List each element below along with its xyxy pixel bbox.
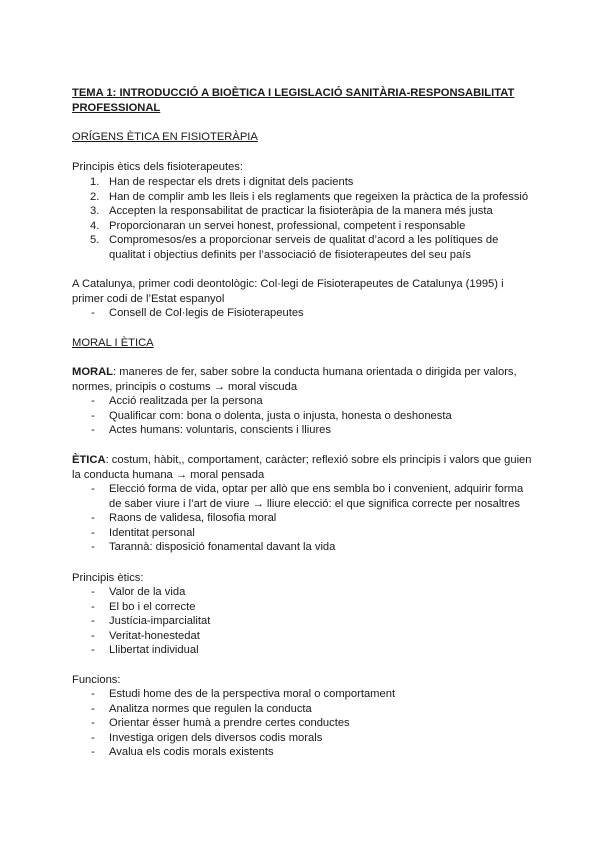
list-item-text: Identitat personal (109, 526, 195, 539)
list-item-text: Llibertat individual (109, 644, 199, 657)
dash-bullet: - (91, 409, 95, 422)
list-item (72, 614, 532, 629)
list-item (72, 219, 532, 234)
list-item (72, 204, 532, 219)
origens-intro: Principis ètics dels fisioterapeutes: (72, 161, 243, 173)
list-item (72, 600, 532, 615)
list-item-text: El bo i el correcte (109, 600, 196, 613)
list-item-text: Avalua els codis morals existents (109, 746, 274, 759)
moral-text: : maneres de fer, saber sobre la conducta humana orientada o dirigida per valors, normes, principis o costums → moral viscuda (72, 366, 517, 393)
list-item-text: Qualificar com: bona o dolenta, justa o injusta, honesta o deshonesta (109, 409, 452, 422)
catalunya-paragraph: A Catalunya, primer codi deontològic: Col·legi de Fisioterapeutes de Catalunya (1995) i primer codi de l’Estat espanyol (72, 278, 504, 305)
consell-list (72, 306, 532, 321)
list-item (72, 585, 532, 600)
list-item (72, 716, 532, 731)
list-item (72, 190, 532, 205)
dash-bullet: - (91, 615, 95, 628)
list-item (72, 409, 532, 424)
principis-fisio-list (72, 175, 532, 263)
list-item-text: Justícia-imparcialitat (109, 615, 211, 628)
principis-etics-list (72, 585, 532, 658)
dash-bullet: - (91, 644, 95, 657)
dash-bullet: - (91, 629, 95, 642)
dash-bullet: - (91, 702, 95, 715)
dash-bullet: - (91, 600, 95, 613)
list-item (72, 702, 532, 717)
etica-label: ÈTICA (72, 454, 106, 466)
funcions-list (72, 687, 532, 760)
dash-bullet: - (91, 424, 95, 437)
funcions-intro: Funcions: (72, 674, 121, 686)
dash-bullet: - (91, 731, 95, 744)
list-item (72, 394, 532, 409)
list-item-text: Valor de la vida (109, 586, 186, 598)
list-item-text: Compromesos/es a proporcionar serveis de qualitat d’acord a les polítiques de qualitat i objectius definits per l’associació de fisioterapeutes del seu país (109, 234, 499, 261)
section-heading-origens: ORÍGENS ÈTICA EN FISIOTERÀPIA (72, 131, 258, 143)
list-number: 5. (90, 234, 100, 247)
list-item-text: Estudi home des de la perspectiva moral o comportament (109, 688, 396, 700)
list-item-text: Actes humans: voluntaris, conscients i lliures (109, 424, 331, 437)
dash-bullet: - (91, 541, 95, 554)
list-item-text: Investiga origen dels diversos codis morals (109, 731, 323, 744)
moral-definition (72, 365, 532, 394)
list-item-text: Han de complir amb les lleis i els reglaments que regeixen la pràctica de la professió (109, 190, 529, 203)
list-item-text: Consell de Col·legis de Fisioterapeutes (109, 307, 304, 319)
dash-bullet: - (91, 307, 95, 319)
etica-definition (72, 453, 532, 482)
list-item (72, 306, 532, 321)
list-item (72, 526, 532, 541)
dash-bullet: - (91, 395, 95, 407)
list-item (72, 687, 532, 702)
moral-list (72, 394, 532, 438)
dash-bullet: - (91, 586, 95, 598)
moral-label: MORAL (72, 366, 114, 378)
list-number: 4. (90, 219, 100, 232)
list-number: 1. (90, 176, 100, 188)
list-item-text: Han de respectar els drets i dignitat dels pacients (109, 176, 354, 188)
list-item (72, 745, 532, 760)
list-item-text: Orientar ésser humà a prendre certes conductes (109, 717, 350, 730)
list-item (72, 233, 532, 262)
list-number: 2. (90, 190, 100, 203)
list-item-text: Elecció forma de vida, optar per allò que ens sembla bo i convenient, adquirir forma de saber viure i l’art de viure → lliure elecció: el que significa correcte per nosaltres (109, 483, 524, 510)
list-item (72, 643, 532, 658)
dash-bullet: - (91, 688, 95, 700)
document-title: TEMA 1: INTRODUCCIÓ A BIOÈTICA I LEGISLACIÓ SANITÀRIA-RESPONSABILITAT PROFESSIONAL (72, 87, 515, 114)
list-item-text: Tarannà: disposició fonamental davant la vida (109, 541, 336, 554)
etica-text: : costum, hàbit,, comportament, caràcter; reflexió sobre els principis i valors que guien la conducta humana → moral pensada (72, 454, 532, 481)
list-item (72, 423, 532, 438)
list-item-text: Raons de validesa, filosofia moral (109, 512, 277, 525)
dash-bullet: - (91, 746, 95, 759)
list-item-text: Proporcionaran un servei honest, professional, competent i responsable (109, 219, 466, 232)
section-heading-moral-etica: MORAL I ÈTICA (72, 337, 154, 349)
list-item (72, 511, 532, 526)
list-item (72, 540, 532, 555)
list-item (72, 629, 532, 644)
list-item (72, 175, 532, 190)
list-number: 3. (90, 205, 100, 218)
list-item-text: Accepten la responsabilitat de practicar la fisioteràpia de la manera més justa (109, 205, 493, 218)
list-item (72, 482, 532, 511)
dash-bullet: - (91, 483, 95, 495)
list-item-text: Veritat-honestedat (109, 629, 200, 642)
list-item-text: Acció realitzada per la persona (109, 395, 263, 407)
dash-bullet: - (91, 512, 95, 525)
principis-etics-intro: Principis ètics: (72, 572, 144, 584)
list-item (72, 731, 532, 746)
dash-bullet: - (91, 717, 95, 730)
list-item-text: Analitza normes que regulen la conducta (109, 702, 312, 715)
dash-bullet: - (91, 526, 95, 539)
etica-list (72, 482, 532, 555)
